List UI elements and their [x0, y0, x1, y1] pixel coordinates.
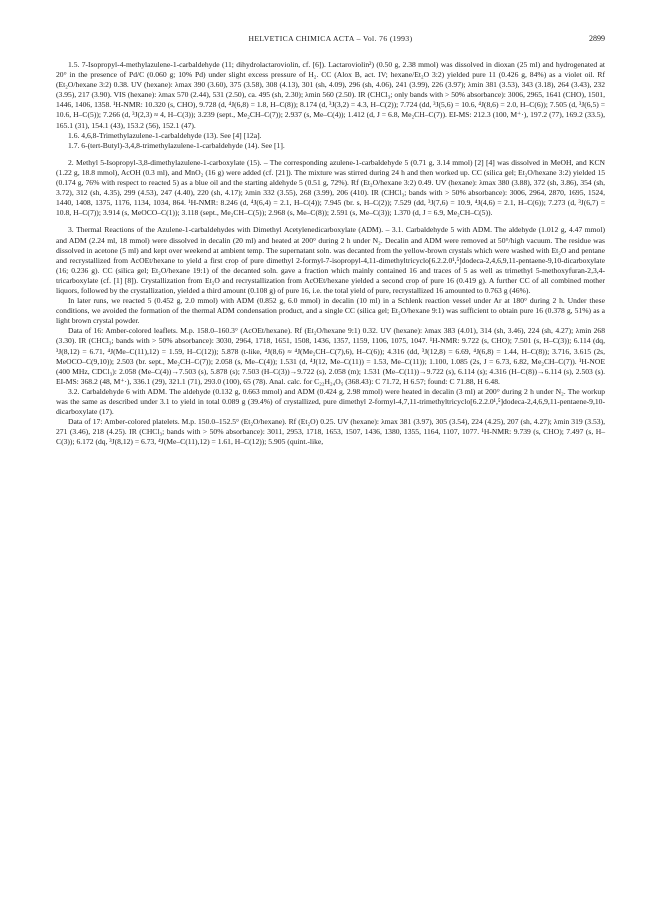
paragraph-1-7: 1.7. 6-(tert-Butyl)-3,4,8-trimethylazulene-1-carbaldehyde (14). See [1].	[68, 140, 285, 150]
paragraph-1-5: 1.5. 7-Isopropyl-4-methylazulene-1-carbaldehyde (11; dihydrolactaroviolin, cf. [6]). Lactaroviolin²) (0.50 g, 2.38 mmol) was dissolved in dioxan (25 ml) and hydrogenated at 20° in the presence of Pd/C (0.060 g; 10% Pd) under slight excess pressure of H₂. CC (Alox B, act. IV; hexane/Et₂O 3:2) yielded pure 11 (0.426 g, 84%) as a violet oil. Rf (Et₂O/hexane 3:2) 0.38. UV (hexane): λmax 390 (3.60), 375 (3.58), 308 (4.13), 301 (sh, 4.09), 296 (sh, 4.06), 241 (3.99), 226 (3.97); λmin 381 (3.53), 343 (3.18), 264 (3.43), 232 (3.95), 217 (3.90). VIS (hexane): λmax 570 (2.44), 531 (2.50), ca. 495 (sh, 2.30); λmin 560 (2.50). IR (CHCl₃; only bands with > 50% absorbance): 3006, 2965, 1641 (CHO), 1501, 1446, 1406, 1358. ¹H-NMR: 10.320 (s, CHO), 9.728 (d, ⁴J(6,8) = 1.8, H–C(8)); 8.174 (d, ³J(3,2) = 4.3, H–C(2)); 7.724 (dd, ³J(5,6) = 10.6, ⁴J(8,6) = 2.0, H–C(6)); 7.505 (d, ³J(6,5) = 10.6, H–C(5)); 7.266 (d, ³J(2,3) ≈ 4, H–C(3)); 3.239 (sept., Me₂CH–C(7)); 2.937 (s, Me–C(4)); 1.412 (d, J = 6.8, Me₂CH–C(7)). EI-MS: 212.3 (100, M⁺·), 197.2 (77), 169.2 (33.5), 165.1 (31), 154.1 (43), 153.2 (56), 152.1 (47).	[56, 60, 605, 130]
running-header	[56, 34, 605, 48]
journal-title: HELVETICA CHIMICA ACTA – Vol. 76 (1993)	[248, 34, 413, 43]
section-3-paragraph: 3. Thermal Reactions of the Azulene-1-carbaldehydes with Dimethyl Acetylenedicarboxylate (ADM). – 3.1. Carbaldehyde 5 with ADM. The aldehyde (1.012 g, 4.47 mmol) and ADM (2.24 ml, 18 mmol) were dissolved in decalin (20 ml) and heated at 200° during 2 h under N₂. Decalin and ADM were removed at 50°/high vacuum. The residue was dissolved in acetone (5 ml) and kept over weekend at ambient temp. The supernatant soln. was decanted from the yellow-brown crystals which were washed with Et₂O and pentane and recrystallized from AcOEt/hexane to yield a first crop of pure dimethyl 2-formyl-7-isopropyl-4,11-dimethyltricyclo[6.2.2.0¹,⁵]dodeca-2,4,6,9,11-pentaene-9,10-dicarboxylate (16; 0.236 g). CC (silica gel; Et₂O/hexane 19:1) of the decanted soln. gave a fraction which mainly contained 16 and traces of 5 as well as trimethyl 5-methoxyfuran-2,3,4-tricarboxylate (cf. [1] [8]). Crystallization from Et₂O and recrystallization from AcOEt/hexane yielded a second crop of pure 16 (0.419 g). A further CC of all combined mother liquors, followed by the crystallization, yielded a third amount (0.108 g) of pure 16, i.e. the total yield of pure, recrystallized 16 amounted to 0.763 g (46%).	[56, 225, 605, 295]
section-2-paragraph: 2. Methyl 5-Isopropyl-3,8-dimethylazulene-1-carboxylate (15). – The corresponding azulene-1-carbaldehyde 5 (0.71 g, 3.14 mmol) [2] [4] was dissolved in MeOH, and KCN (1.22 g, 18.8 mmol), AcOH (0.3 ml), and MnO₂ (16 g) were added (cf. [21]). The mixture was stirred during 24 h and then worked up. CC (silica gel; Et₂O/hexane 3:2) yielded 15 (0.174 g, 76% with respect to reacted 5) as a blue oil and the starting aldehyde 5 (0.51 g, 72%). Rf (Et₂O/hexane 3:2) 0.49. UV (hexane): λmax 380 (3.88), 372 (sh, 3.86), 354 (sh, 3.72), 312 (sh, 4.35), 299 (4.53), 247 (4.40), 220 (sh, 4.17); λmin 332 (3.55), 268 (3.99), 206 (410). IR (CHCl₃; bands with > 50% absorbance): 3006, 2964, 2870, 1695, 1524, 1440, 1408, 1375, 1176, 1134, 1034, 864. ¹H-NMR: 8.246 (d, ⁴J(6,4) = 2.1, H–C(4)); 7.945 (br. s, H–C(2)); 7.529 (dd, ³J(7,6) = 10.9, ⁴J(4,6) = 2.1, H–C(6)); 7.273 (d, ³J(6,7) = 10.8, H–C(7)); 3.914 (s, MeOCO–C(1)); 3.118 (sept., Me₂CH–C(5)); 2.968 (s, Me–C(8)); 2.591 (s, Me–C(3)); 1.370 (d, J = 6.9, Me₂CH–C(5)).	[56, 157, 605, 218]
page-number: 2899	[589, 34, 605, 43]
paragraph-1-6: 1.6. 4,6,8-Trimethylazulene-1-carbaldehyde (13). See [4] [12a].	[68, 130, 262, 140]
paragraph-data-16: Data of 16: Amber-colored leaflets. M.p. 158.0–160.3° (AcOEt/hexane). Rf (Et₂O/hexane 9:1) 0.32. UV (hexane): λmax 383 (4.01), 314 (sh, 3.46), 224 (sh, 4.27); λmin 268 (3.30). IR (CHCl₃; bands with > 50% absorbance): 3030, 2964, 1718, 1651, 1508, 1436, 1357, 1159, 1106, 1075, 1047. ¹H-NMR: 9.722 (s, CHO); 7.501 (s, H–C(3)); 6.114 (dq, ³J(8,12) = 6.71, ⁴J(Me–C(11),12) = 1.59, H–C(12)); 5.878 (t-like, ⁴J(8,6) ≈ ⁴J(Me₂CH–C(7),6), H–C(6)); 4.316 (dd, ³J(12,8) = 6.69, ⁴J(6,8) = 1.44, H–C(8)); 3.716, 3.615 (2s, MeOCO–C(9,10)); 2.503 (br. sept., Me₂CH–C(7)); 2.058 (s, Me–C(4)); 1.531 (d, ⁴J(12, Me–C(11)) = 1.53, Me–C(11)); 1.100, 1.085 (2s, J = 6.73, 6.82, Me₂CH–C(7)). ¹H-NOE (400 MHz, CDCl₃): 2.058 (Me–C(4))→7.503 (s), 5.878 (s); 7.503 (H–C(3))→9.722 (s), 2.058 (m); 1.531 (Me–C(11))→9.722 (s), 6.114 (s); 4.316 (H–C(8))→6.114 (s), 2.503 (s). EI-MS: 368.2 (48, M⁺·), 336.1 (29), 321.1 (71), 293.0 (100), 65 (78). Anal. calc. for C₂₂H₂₄O₅ (368.43): C 71.72, H 6.57; found: C 71.88, H 6.48.	[56, 326, 605, 386]
paragraph-later-runs: In later runs, we reacted 5 (0.452 g, 2.0 mmol) with ADM (0.852 g, 6.0 mmol) in decalin (10 ml) in a Schlenk reaction vessel under Ar at 180° during 2 h. Under these conditions, we avoided the formation of the thermal ADM condensation product, and a single CC (silica gel; Et₂O/hexane 9:1) was sufficient to obtain pure 16 (0.378 g, 51%) as a light brown crystal powder.	[56, 296, 605, 326]
paragraph-3-2: 3.2. Carbaldehyde 6 with ADM. The aldehyde (0.132 g, 0.663 mmol) and ADM (0.424 g, 2.98 mmol) were heated in decalin (3 ml) at 200° during 2 h under N₂. The workup was the same as described under 3.1 to yield in total 0.089 g (39.4%) of crystallized, pure dimethyl 2-formyl-4,7,11-trimethyltricyclo[6.2.2.0¹,⁵]dodeca-2,4,6,9,11-pentaene-9,10-dicarboxylate (17).	[56, 386, 605, 417]
paragraph-data-17: Data of 17: Amber-colored platelets. M.p. 150.0–152.5° (Et₂O/hexane). Rf (Et₂O) 0.25. UV (hexane): λmax 381 (3.97), 305 (3.54), 224 (4.25), 207 (sh, 4.27); λmin 319 (3.53), 271 (3.46), 218 (4.25). IR (CHCl₃; bands with > 50% absorbance): 3011, 2953, 1718, 1653, 1507, 1436, 1380, 1355, 1164, 1107, 1077. ¹H-NMR: 9.739 (s, CHO); 7.497 (s, H–C(3)); 6.172 (dq, ³J(8,12) = 6.73, ⁴J(Me–C(11),12) = 1.61, H–C(12)); 5.905 (quint.-like,	[56, 417, 605, 447]
